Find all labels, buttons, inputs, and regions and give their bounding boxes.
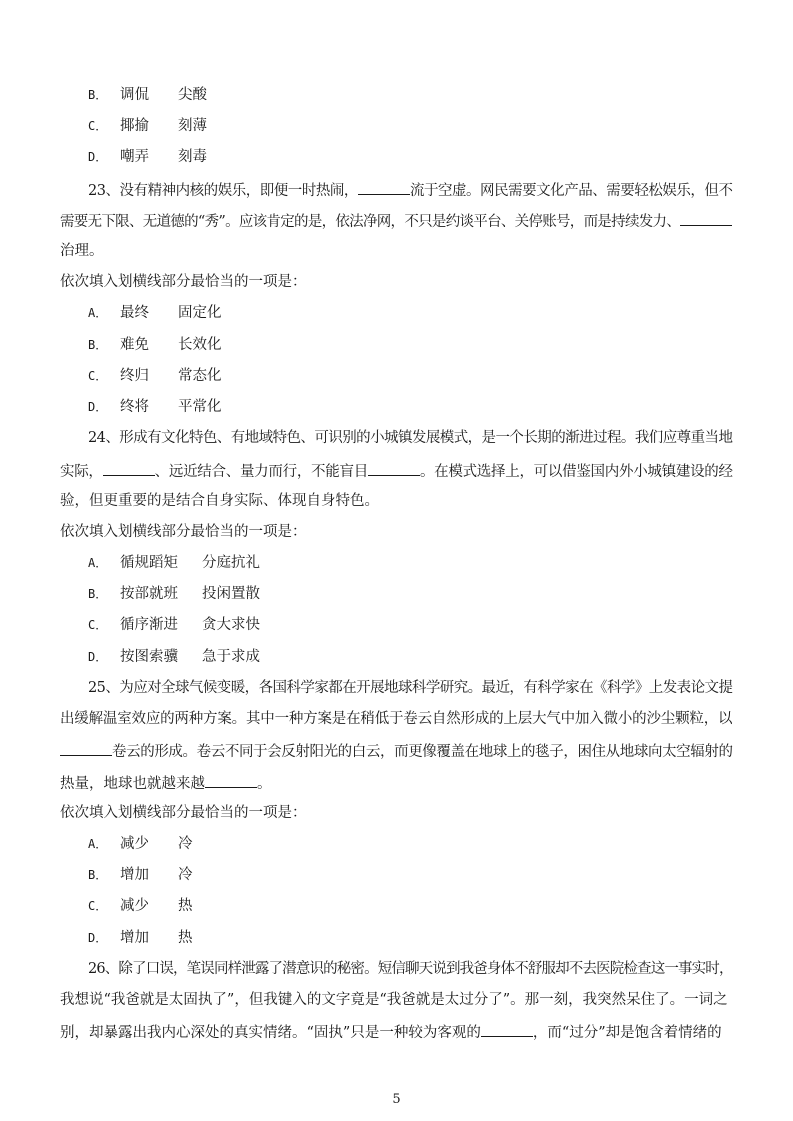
- answer-blank: [368, 461, 420, 476]
- answer-blank: [481, 1022, 533, 1037]
- q23-option-b: B． 难免 长效化: [88, 337, 222, 353]
- q23-prompt: 依次填入划横线部分最恰当的一项是：: [60, 274, 307, 290]
- q23-line-2: 需要无下限、无道德的“秀”。应该肯定的是，依法净网，不只是约谈平台、关停账号，而是持续发力、: [60, 211, 732, 231]
- q24-line-1: 24、形成有文化特色、有地域特色、可识别的小城镇发展模式，是一个长期的渐进过程。我们应尊重当地: [88, 430, 733, 446]
- q25-line-2: 出缓解温室效应的两种方案。其中一种方案是在稍低于卷云自然形成的上层大气中加入微小的沙尘颗粒，以: [60, 711, 733, 727]
- answer-blank: [680, 211, 732, 226]
- q25-option-b: B． 增加 冷: [88, 867, 193, 883]
- option-d: D． 嘲弄 刻毒: [88, 149, 207, 165]
- option-b: B． 调侃 尖酸: [88, 87, 207, 103]
- q24-option-b: B． 按部就班 投闲置散: [88, 586, 260, 602]
- q25-prompt: 依次填入划横线部分最恰当的一项是：: [60, 805, 307, 821]
- q23-option-d: D． 终将 平常化: [88, 399, 222, 415]
- q25-option-a: A． 减少 冷: [88, 836, 193, 852]
- q26-line-1: 26、除了口误，笔误同样泄露了潜意识的秘密。短信聊天说到我爸身体不舒服却不去医院检查这一事实时，: [88, 961, 733, 977]
- answer-blank: [358, 180, 410, 195]
- q24-option-d: D． 按图索骥 急于求成: [88, 649, 260, 665]
- q25-option-d: D． 增加 热: [88, 930, 193, 946]
- q25-line-1: 25、为应对全球气候变暖，各国科学家都在开展地球科学研究。最近，有科学家在《科学》上发表论文提: [88, 680, 733, 696]
- q24-prompt: 依次填入划横线部分最恰当的一项是：: [60, 524, 307, 540]
- q23-line-1: 23、没有精神内核的娱乐，即便一时热闹， 流于空虚。网民需要文化产品、需要轻松娱乐，但不: [88, 180, 732, 200]
- q23-option-a: A． 最终 固定化: [88, 305, 222, 321]
- q23-option-c: C． 终归 常态化: [88, 368, 222, 384]
- q23-line-3: 治理。: [60, 243, 104, 259]
- page-number: 5: [392, 1092, 401, 1107]
- q25-option-c: C． 减少 热: [88, 898, 193, 914]
- q24-line-3: 验，但更重要的是结合自身实际、体现自身特色。: [60, 493, 379, 509]
- q25-line-3: 卷云的形成。卷云不同于会反射阳光的白云，而更像覆盖在地球上的毯子，困住从地球向太空辐射的: [60, 741, 733, 761]
- q24-option-c: C． 循序渐进 贪大求快: [88, 617, 260, 633]
- answer-blank: [103, 461, 155, 476]
- answer-blank: [205, 773, 257, 788]
- option-c: C． 揶揄 刻薄: [88, 118, 207, 134]
- q24-option-a: A． 循规蹈矩 分庭抗礼: [88, 555, 260, 571]
- q26-line-3: 别，却暴露出我内心深处的真实情绪。“固执”只是一种较为客观的 ，而“过分”却是饱含着情绪的: [60, 1022, 722, 1042]
- q24-line-2: 实际， 、远近结合、量力而行，不能盲目 。在模式选择上，可以借鉴国内外小城镇建设的经: [60, 461, 733, 481]
- answer-blank: [60, 741, 112, 756]
- q25-line-4: 热量，地球也就越来越 。: [60, 773, 272, 793]
- q26-line-2: 我想说“我爸就是太固执了”，但我键入的文字竟是“我爸就是太过分了”。那一刻，我突然呆住了。一词之: [60, 992, 728, 1008]
